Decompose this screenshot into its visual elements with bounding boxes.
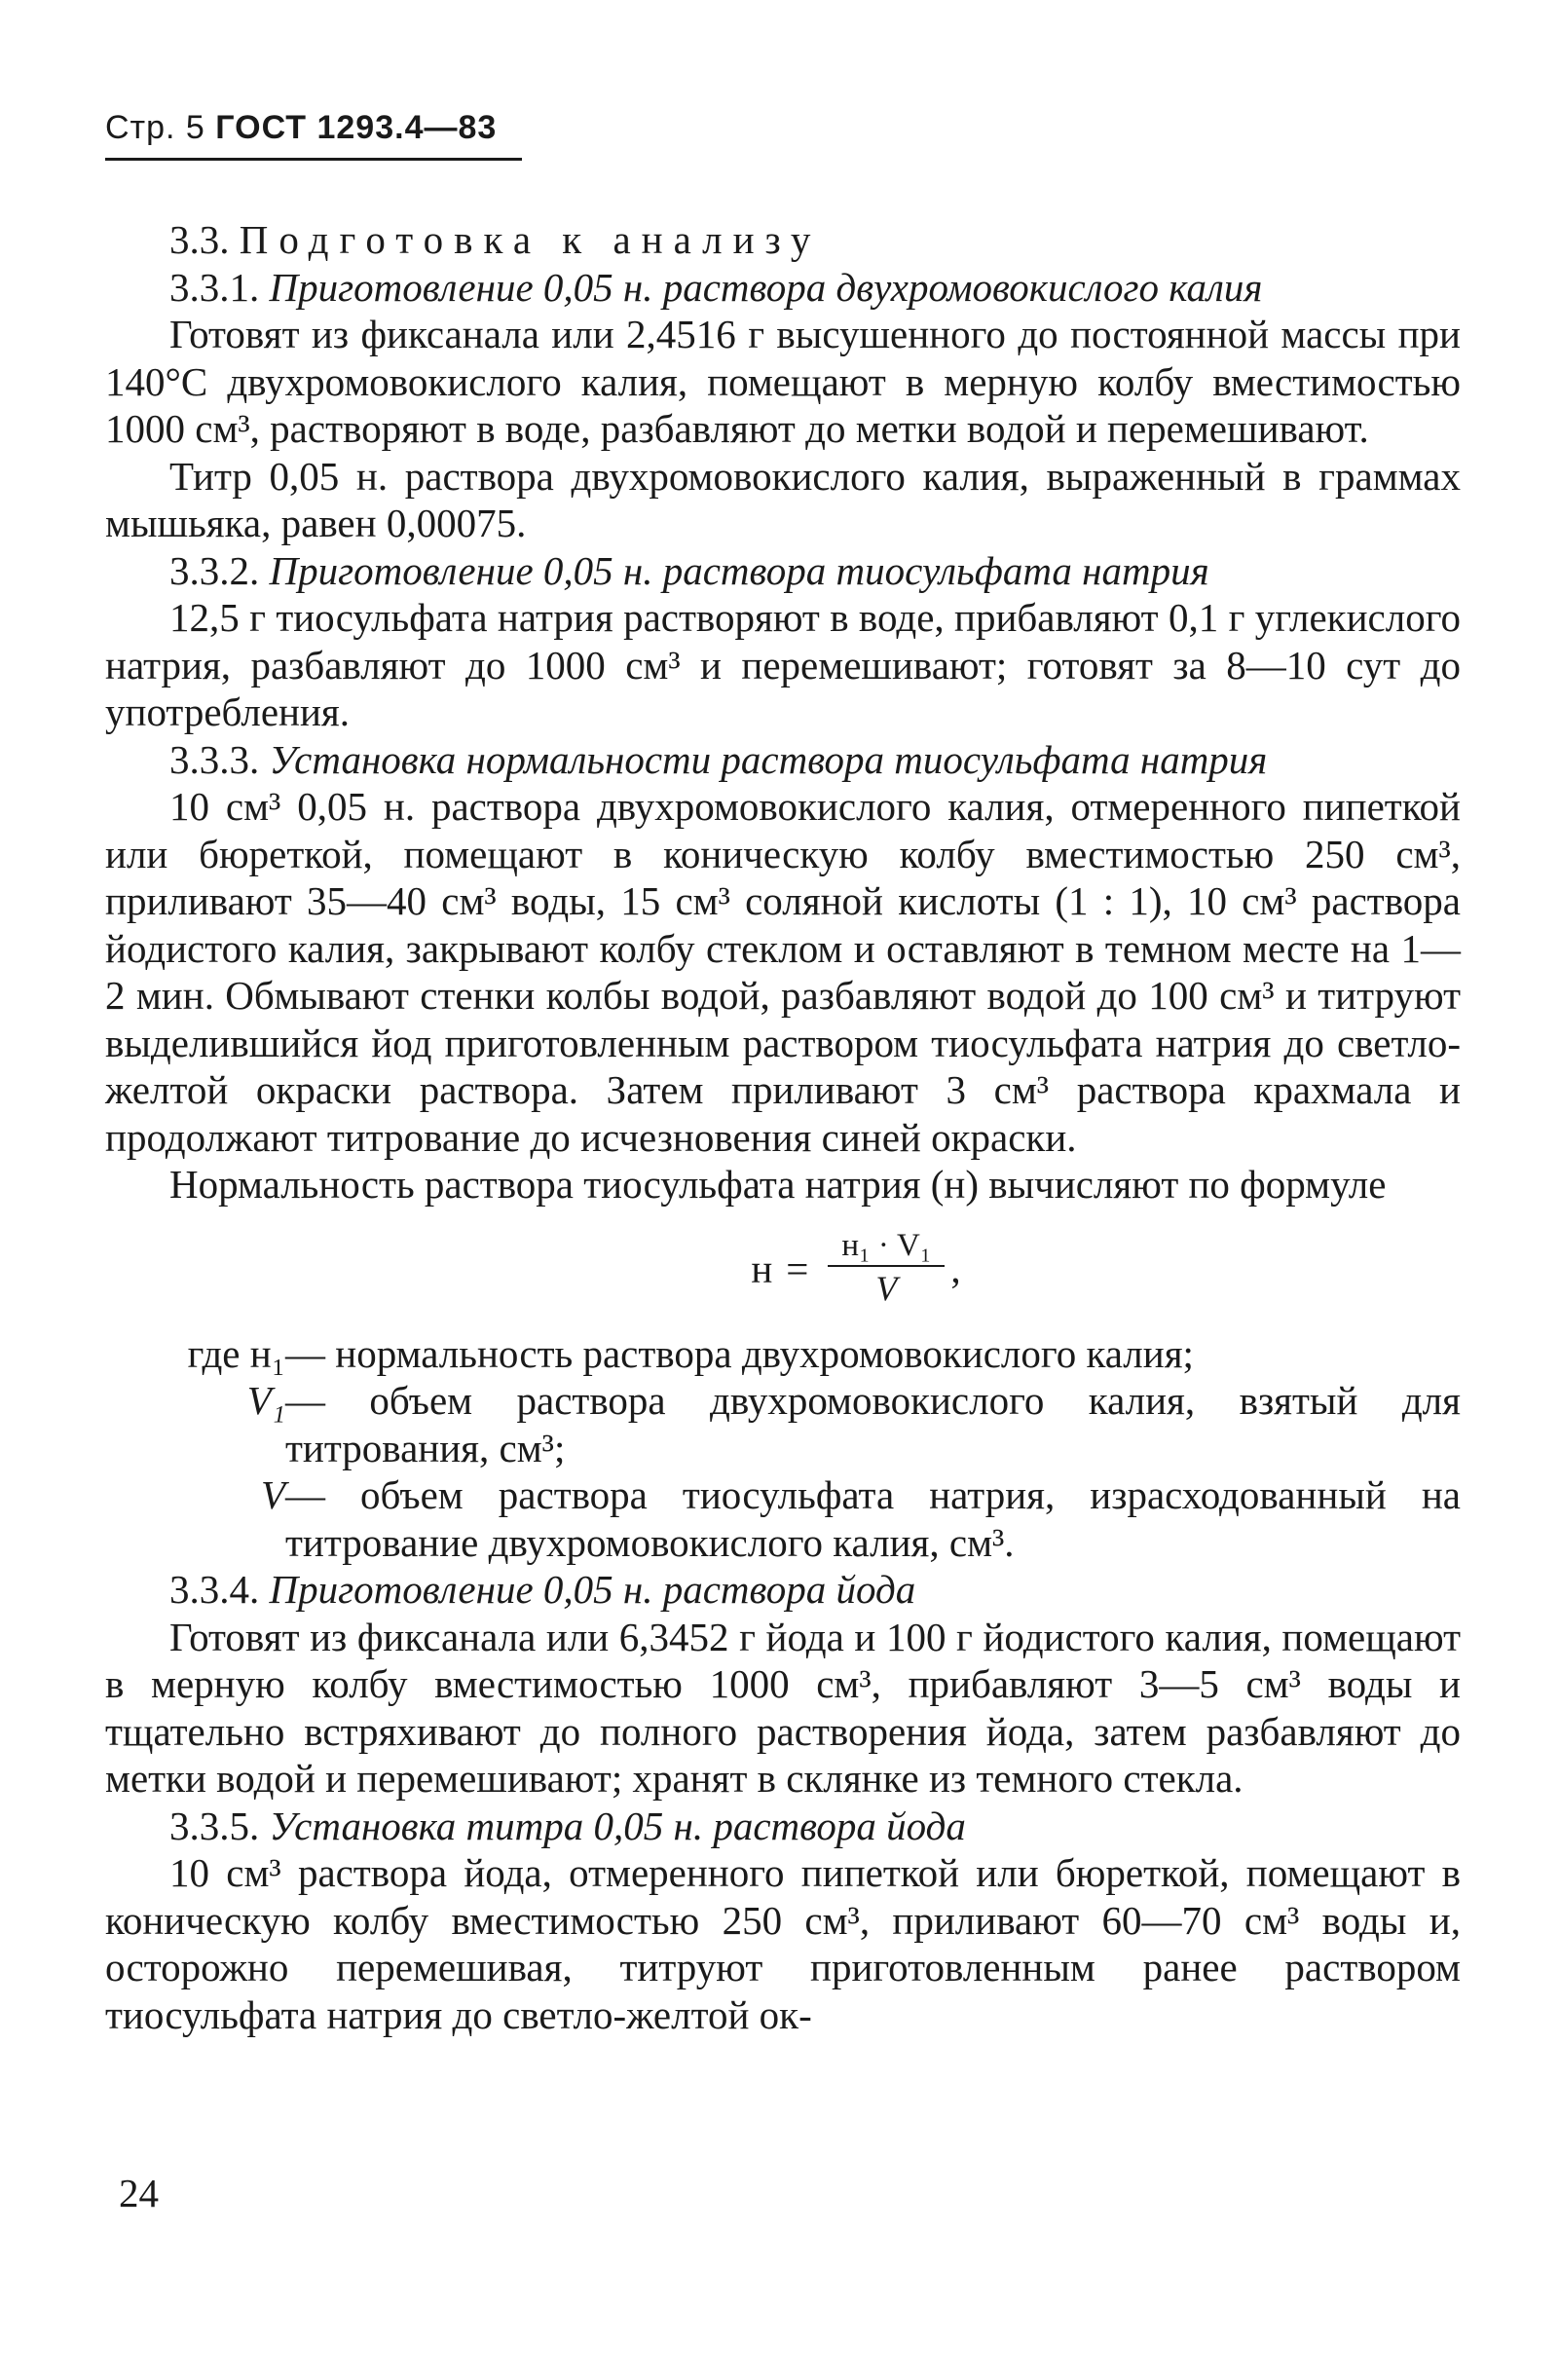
formula-numerator: н₁ · V₁: [828, 1228, 945, 1267]
legend-symbol: V: [260, 1472, 285, 1517]
formula-lhs: н: [751, 1246, 773, 1291]
formula-denominator: V: [875, 1269, 898, 1308]
formula-equals: =: [786, 1246, 809, 1291]
subsection-number: 3.3.3.: [169, 736, 260, 782]
standard-number: ГОСТ 1293.4—83: [215, 109, 498, 146]
subsection-heading-3-3-2: [105, 547, 1461, 595]
legend-text: — объем раствора тиосульфата натрия, израсходованный на титрование двухромовокислого калия, см³.: [285, 1472, 1461, 1565]
legend-text: — объем раствора двухромовокислого калия, взятый для титрования, см³;: [285, 1378, 1461, 1470]
legend-symbol: V₁: [246, 1378, 285, 1423]
header-rule: [105, 158, 522, 161]
legend-row: [105, 1471, 1461, 1566]
subsection-title: Приготовление 0,05 н. раствора йода: [269, 1567, 916, 1612]
section-title: Подготовка к анализу: [239, 217, 822, 262]
page-number: 24: [119, 2171, 159, 2215]
subsection-heading-3-3-4: [105, 1566, 1461, 1614]
document-body: [105, 216, 1461, 2038]
legend-symbol: где н₁: [187, 1330, 285, 1376]
subsection-title: Установка нормальности раствора тиосульфата натрия: [269, 736, 1268, 782]
section-number: 3.3.: [169, 217, 230, 262]
paragraph: 12,5 г тиосульфата натрия растворяют в воде, прибавляют 0,1 г углекислого натрия, разбавляют до 1000 см³ и перемешивают; готовят за 8—10 сут до употребления.: [105, 595, 1461, 734]
formula-legend: [105, 1330, 1461, 1567]
subsection-title: Приготовление 0,05 н. раствора тиосульфата натрия: [269, 547, 1209, 593]
subsection-heading-3-3-3: [105, 736, 1461, 784]
paragraph: Готовят из фиксанала или 2,4516 г высушенного до постоянной массы при 140°С двухромовокислого калия, помещают в мерную колбу вместимостью 1000 см³, растворяют в воде, разбавляют до метки водой и перемешивают.: [105, 312, 1461, 451]
paragraph: 10 см³ раствора йода, отмеренного пипеткой или бюреткой, помещают в коническую колбу вместимостью 250 см³, приливают 60—70 см³ воды и, осторожно перемешивая, титруют приготовленным ранее раствором тиосульфата натрия до светло-желтой ок-: [105, 1850, 1461, 2037]
page-label: Стр. 5: [105, 109, 205, 146]
subsection-number: 3.3.1.: [169, 264, 260, 310]
legend-row: [105, 1377, 1461, 1471]
normality-formula: [105, 1209, 1461, 1330]
subsection-title: Установка титра 0,05 н. раствора йода: [269, 1803, 966, 1848]
subsection-number: 3.3.2.: [169, 547, 260, 593]
paragraph: Нормальность раствора тиосульфата натрия (н) вычисляют по формуле: [169, 1162, 1387, 1207]
formula-comma: ,: [950, 1246, 961, 1291]
subsection-number: 3.3.5.: [169, 1803, 260, 1848]
subsection-title: Приготовление 0,05 н. раствора двухромовокислого калия: [269, 264, 1263, 310]
subsection-heading-3-3-1: [105, 264, 1461, 312]
paragraph: 10 см³ 0,05 н. раствора двухромовокислого калия, отмеренного пипеткой или бюреткой, помещают в коническую колбу вместимостью 250 см³, приливают 35—40 см³ воды, 15 см³ соляной кислоты (1 : 1), 10 см³ раствора йодистого калия, закрывают колбу стеклом и оставляют в темном месте на 1—2 мин. Обмывают стенки колбы водой, разбавляют водой до 100 см³ и титруют выделившийся йод приготовленным раствором тиосульфата натрия до светло-желтой окраски раствора. Затем приливают 3 см³ раствора крахмала и продолжают титрование до исчезновения синей окраски.: [105, 784, 1461, 1160]
subsection-heading-3-3-5: [105, 1803, 1461, 1850]
legend-text: — нормальность раствора двухромовокислого калия;: [285, 1330, 1194, 1376]
page-header: [105, 109, 497, 147]
legend-row: [105, 1330, 1461, 1378]
paragraph: Готовят из фиксанала или 6,3452 г йода и 100 г йодистого калия, помещают в мерную колбу вместимостью 1000 см³, прибавляют 3—5 см³ воды и тщательно встряхивают до полного растворения йода, затем разбавляют до метки водой и перемешивают; хранят в склянке из темного стекла.: [105, 1614, 1461, 1801]
paragraph: Титр 0,05 н. раствора двухромовокислого калия, выраженный в граммах мышьяка, равен 0,00075.: [105, 453, 1461, 545]
subsection-number: 3.3.4.: [169, 1567, 260, 1612]
section-heading: [105, 216, 1461, 264]
formula-fraction: [828, 1228, 945, 1310]
